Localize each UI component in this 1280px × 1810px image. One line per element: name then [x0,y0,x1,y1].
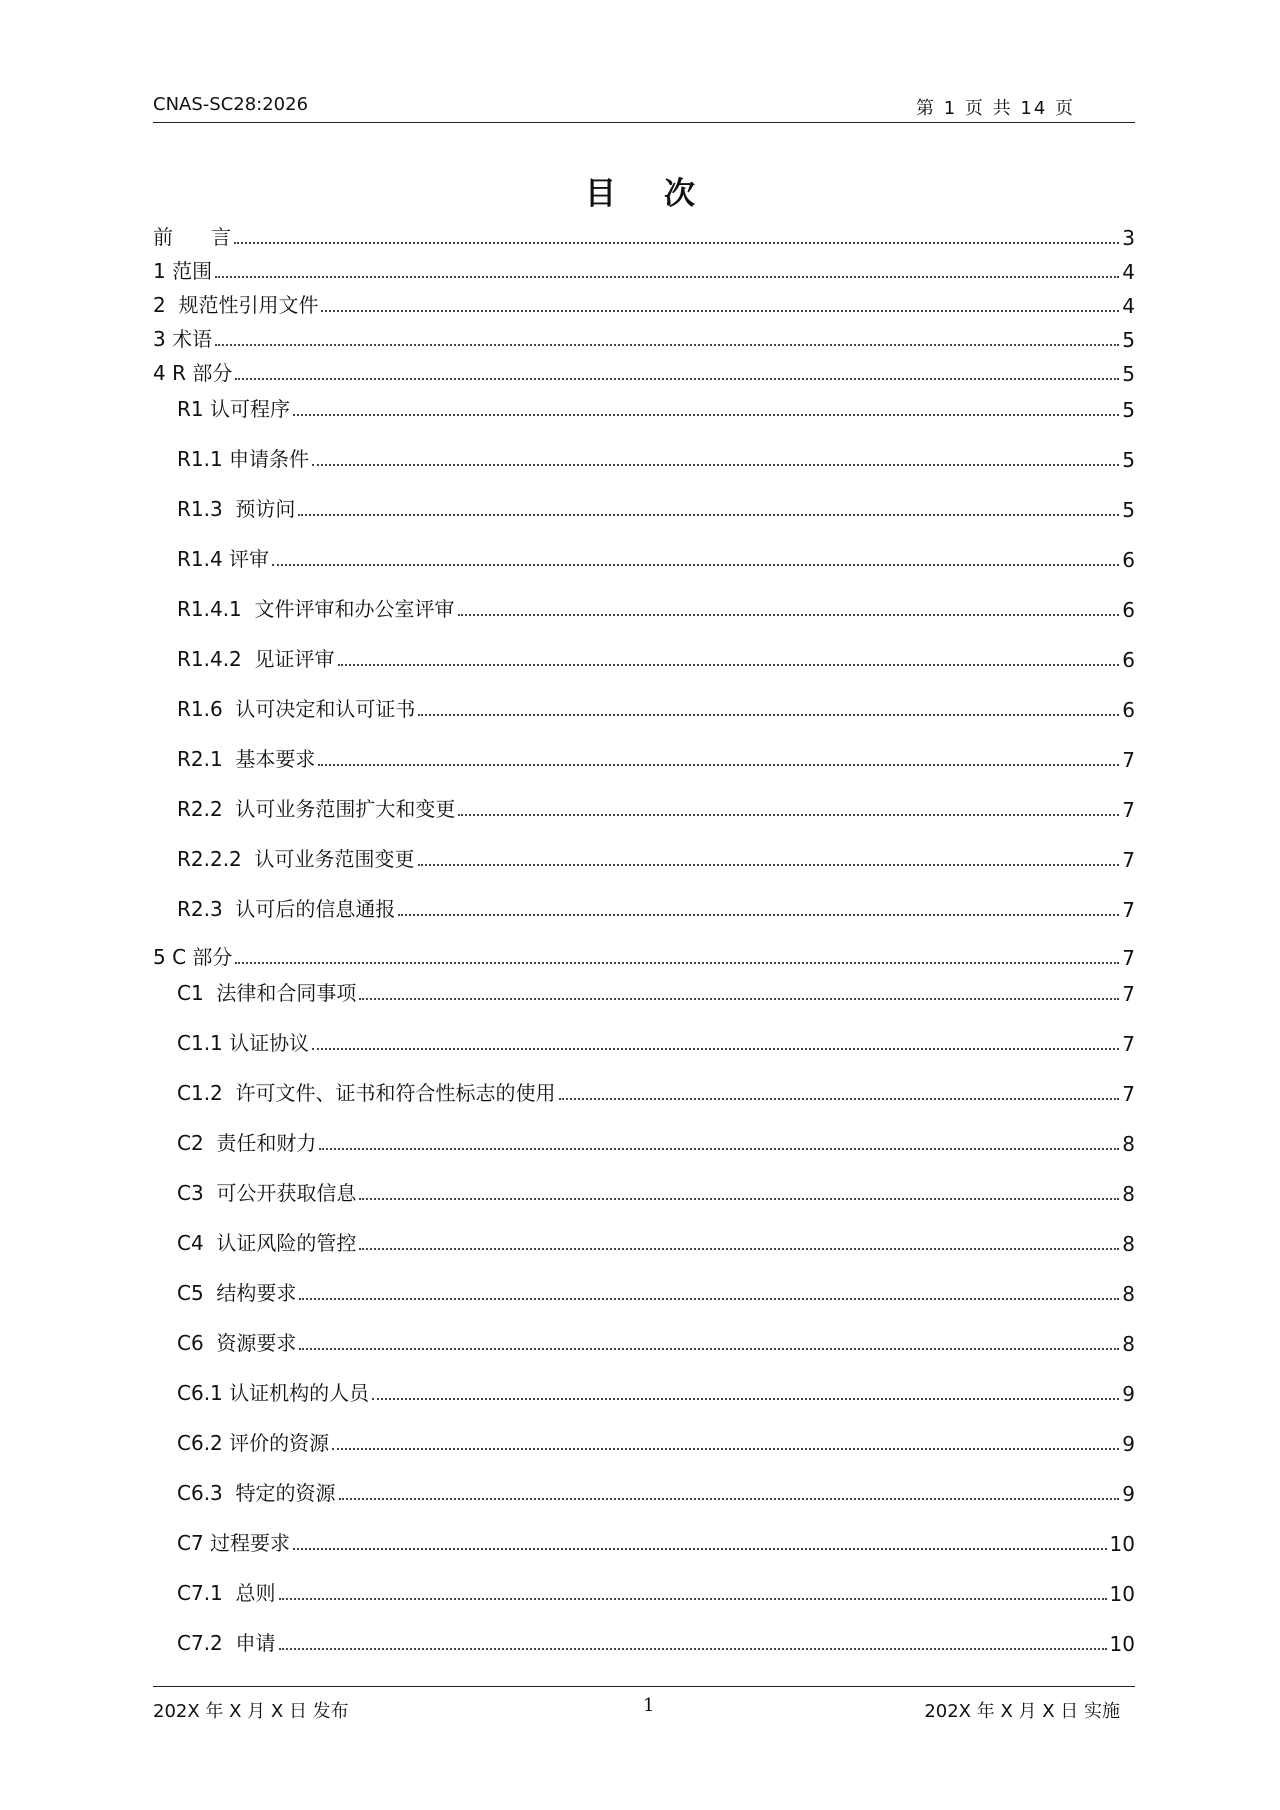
toc-leader-dots [359,1248,1119,1250]
toc-leader-dots [215,276,1119,278]
toc-entry[interactable] [153,222,1135,250]
toc-entry-label: 2 规范性引用文件 [153,293,319,317]
toc-entry-page: 10 [1109,1532,1135,1556]
toc-entry-label: C4 认证风险的管控 [177,1231,357,1255]
toc-entry[interactable] [177,744,1135,772]
page-footer [153,1686,1135,1727]
toc-leader-dots [559,1098,1120,1100]
toc-entry[interactable] [177,394,1135,422]
toc-leader-dots [279,1648,1107,1650]
toc-leader-dots [398,914,1119,916]
toc-entry-label: R2.3 认可后的信息通报 [177,897,396,921]
toc-entry[interactable] [177,644,1135,672]
toc-entry[interactable] [177,1628,1135,1656]
implement-date: 202X 年 X 月 X 日 实施 [924,1701,1120,1722]
toc-entry-page: 6 [1122,548,1135,572]
toc-entry-label: R1.4.1 文件评审和办公室评审 [177,597,455,621]
toc-entry-label: R1.6 认可决定和认可证书 [177,697,416,721]
toc-leader-dots [312,1048,1119,1050]
toc-leader-dots [359,1198,1119,1200]
toc-entry-label: R1 认可程序 [177,397,290,421]
toc-entry-label: R1.3 预访问 [177,497,296,521]
toc-entry-page: 7 [1122,1082,1135,1106]
page-header [153,90,1135,123]
toc-leader-dots [234,242,1119,244]
toc-leader-dots [339,1498,1120,1500]
toc-entry-label: C6.2 评价的资源 [177,1431,330,1455]
toc-entry[interactable] [177,978,1135,1006]
toc-entry-page: 8 [1122,1332,1135,1356]
toc-entry-label: C3 可公开获取信息 [177,1181,357,1205]
toc-entry-page: 3 [1122,226,1135,250]
toc-entry[interactable] [177,1228,1135,1256]
toc-entry[interactable] [177,1328,1135,1356]
toc-leader-dots [338,664,1120,666]
toc-leader-dots [312,464,1119,466]
toc-entry[interactable] [177,1528,1135,1556]
toc-entry-label: R2.1 基本要求 [177,747,316,771]
toc-entry-page: 9 [1122,1432,1135,1456]
toc-entry[interactable] [177,494,1135,522]
toc-entry-page: 8 [1122,1182,1135,1206]
toc-entry-page: 5 [1122,398,1135,422]
toc-entry-page: 10 [1109,1632,1135,1656]
toc-entry-page: 8 [1122,1232,1135,1256]
toc-entry-label: C6.3 特定的资源 [177,1481,336,1505]
toc-entry-label: C7.2 申请 [177,1631,276,1655]
toc-entry-page: 5 [1122,328,1135,352]
toc-entry[interactable] [177,594,1135,622]
toc-entry-label: 1 范围 [153,259,213,283]
toc-entry-label: C1 法律和合同事项 [177,981,357,1005]
toc-entry[interactable] [177,1178,1135,1206]
toc-entry[interactable] [177,544,1135,572]
toc-entry-page: 7 [1122,982,1135,1006]
toc-title: 目次 [585,176,743,212]
toc-entry-page: 7 [1122,946,1135,970]
toc-entry-page: 7 [1122,748,1135,772]
toc-entry-label: C2 责任和财力 [177,1131,317,1155]
toc-leader-dots [418,714,1119,716]
toc-entry-page: 5 [1122,498,1135,522]
toc-entry-label: 前 言 [153,225,232,249]
toc-entry-label: 4 R 部分 [153,361,233,385]
toc-entry-label: R2.2 认可业务范围扩大和变更 [177,797,456,821]
toc-entry[interactable] [177,894,1135,922]
toc-entry[interactable] [177,1128,1135,1156]
toc-entry-page: 5 [1122,362,1135,386]
toc-leader-dots [235,378,1119,380]
toc-entry-page: 8 [1122,1282,1135,1306]
toc-entry-page: 7 [1122,898,1135,922]
toc-entry-label: R1.1 申请条件 [177,447,310,471]
toc-entry[interactable] [177,794,1135,822]
toc-leader-dots [298,514,1119,516]
toc-entry[interactable] [177,1278,1135,1306]
toc-entry-label: C6.1 认证机构的人员 [177,1381,370,1405]
toc-entry-page: 4 [1122,294,1135,318]
toc-entry[interactable] [177,1078,1135,1106]
issue-date: 202X 年 X 月 X 日 发布 [153,1701,349,1722]
toc-entry-page: 7 [1122,798,1135,822]
toc-leader-dots [235,962,1119,964]
toc-entry-page: 6 [1122,598,1135,622]
toc-entry-page: 9 [1122,1482,1135,1506]
toc-entry-page: 8 [1122,1132,1135,1156]
toc-entry[interactable] [153,290,1135,318]
toc-leader-dots [215,344,1119,346]
toc-leader-dots [299,1348,1119,1350]
toc-entry[interactable] [177,1028,1135,1056]
toc-leader-dots [458,814,1119,816]
toc-leader-dots [321,310,1119,312]
toc-entry[interactable] [153,942,1135,970]
toc-entry-page: 7 [1122,1032,1135,1056]
toc-entry-label: C6 资源要求 [177,1331,297,1355]
toc-entry-label: C1.1 认证协议 [177,1031,310,1055]
toc-entry-page: 6 [1122,698,1135,722]
document-code: CNAS-SC28:2026 [153,94,309,115]
toc-entry-page: 5 [1122,448,1135,472]
toc-entry-label: R1.4 评审 [177,547,270,571]
toc-leader-dots [272,564,1119,566]
toc-leader-dots [299,1298,1119,1300]
page-info: 第 1 页 共 14 页 [916,98,1075,119]
page-number: 1 [643,1695,655,1716]
toc-leader-dots [458,614,1120,616]
toc-leader-dots [293,1548,1107,1550]
toc-entry[interactable] [177,444,1135,472]
toc-entry[interactable] [153,256,1135,284]
toc-entry-label: C7.1 总则 [177,1581,276,1605]
toc-entry[interactable] [177,1578,1135,1606]
toc-entry-label: R1.4.2 见证评审 [177,647,335,671]
toc-entry[interactable] [177,1378,1135,1406]
toc-leader-dots [359,998,1119,1000]
toc-entry[interactable] [177,694,1135,722]
toc-entry-label: R2.2.2 认可业务范围变更 [177,847,415,871]
toc-entry-page: 9 [1122,1382,1135,1406]
toc-entry[interactable] [153,358,1135,386]
toc-entry-page: 7 [1122,848,1135,872]
toc-entry[interactable] [153,324,1135,352]
toc-leader-dots [332,1448,1119,1450]
toc-entry-page: 10 [1109,1582,1135,1606]
toc-entry-page: 6 [1122,648,1135,672]
toc-entry-label: C5 结构要求 [177,1281,297,1305]
toc-entry[interactable] [177,1428,1135,1456]
toc-entry-label: C7 过程要求 [177,1531,291,1555]
toc-leader-dots [319,1148,1119,1150]
toc-entry-label: 3 术语 [153,327,213,351]
toc-entry[interactable] [177,844,1135,872]
toc-entry-label: 5 C 部分 [153,945,233,969]
toc-leader-dots [418,864,1120,866]
toc-entry[interactable] [177,1478,1135,1506]
toc-leader-dots [279,1598,1107,1600]
toc-leader-dots [372,1398,1119,1400]
toc-leader-dots [318,764,1119,766]
toc-entry-page: 4 [1122,260,1135,284]
toc-entry-label: C1.2 许可文件、证书和符合性标志的使用 [177,1081,556,1105]
toc-leader-dots [293,414,1119,416]
